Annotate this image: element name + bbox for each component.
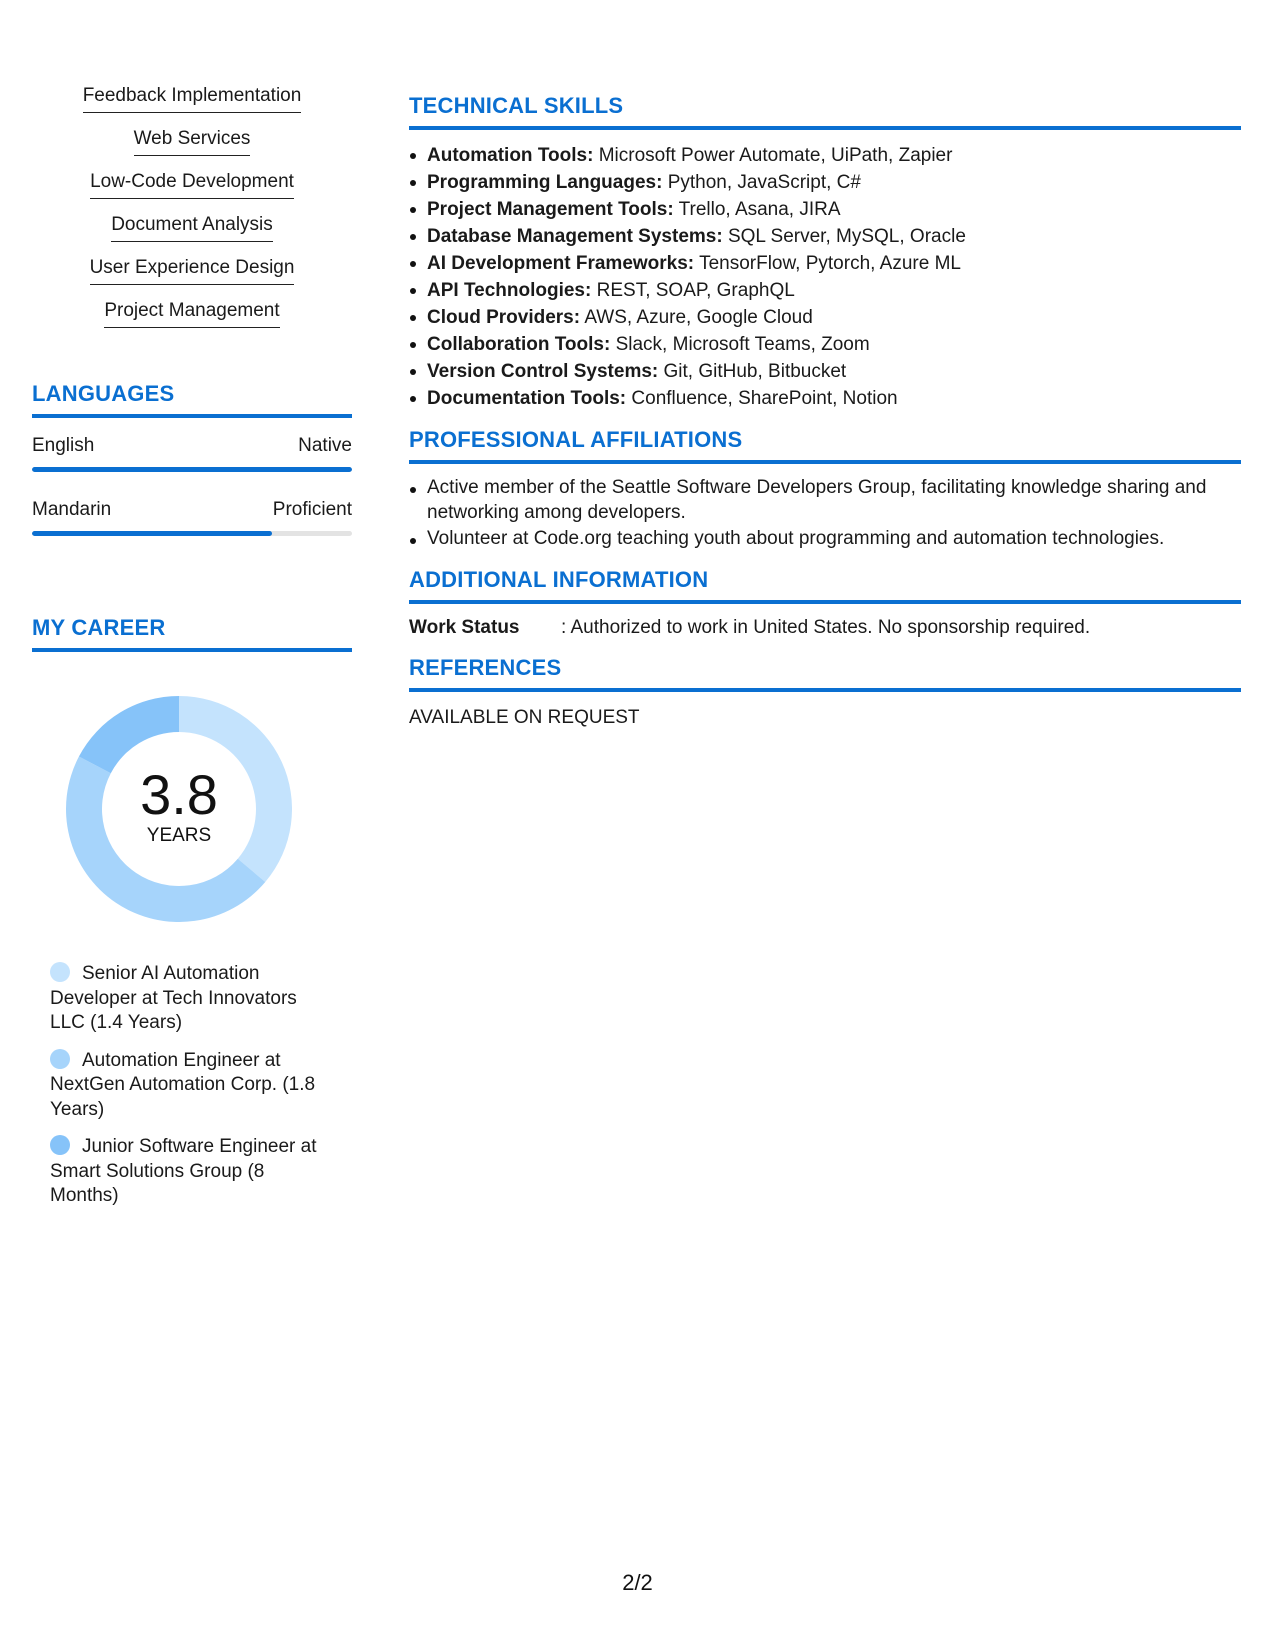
language-level: Native <box>298 435 352 456</box>
skill-label: API Technologies: <box>427 280 592 301</box>
legend-label: Senior AI Automation Developer at Tech Innovators LLC (1.4 Years) <box>50 963 297 1033</box>
list-item <box>409 223 1241 250</box>
skill-label: Programming Languages: <box>427 172 663 193</box>
skill-item: Feedback Implementation <box>83 84 302 113</box>
work-status-value: : Authorized to work in United States. No sponsorship required. <box>561 616 1091 638</box>
list-item <box>409 277 1241 304</box>
language-level: Proficient <box>272 499 352 520</box>
technical-skills-list <box>409 142 1241 412</box>
language-bar <box>32 531 352 536</box>
work-status-row <box>409 616 1241 640</box>
career-legend <box>50 962 330 1209</box>
legend-dot <box>50 962 70 982</box>
career-donut <box>66 696 292 922</box>
skill-item: Document Analysis <box>111 213 273 242</box>
list-item <box>409 304 1241 331</box>
legend-dot <box>50 1049 70 1069</box>
list-item <box>409 169 1241 196</box>
list-item <box>409 385 1241 412</box>
list-item <box>409 196 1241 223</box>
skill-list <box>32 84 352 342</box>
career-title: MY CAREER <box>32 614 352 652</box>
skill-value: Slack, Microsoft Teams, Zoom <box>615 334 870 355</box>
list-item <box>409 331 1241 358</box>
legend-item <box>50 1049 330 1123</box>
skill-value: REST, SOAP, GraphQL <box>596 280 795 301</box>
legend-item <box>50 962 330 1036</box>
skill-value: AWS, Azure, Google Cloud <box>584 307 813 328</box>
skill-label: Version Control Systems: <box>427 361 659 382</box>
skill-label: Database Management Systems: <box>427 226 723 247</box>
work-status-label: Work Status <box>409 616 520 638</box>
language-name: English <box>32 435 95 456</box>
affiliations-list <box>409 476 1241 552</box>
additional-info-title: ADDITIONAL INFORMATION <box>409 566 1241 604</box>
left-column <box>32 84 352 1222</box>
language-bar-fill <box>32 531 272 536</box>
list-item <box>409 142 1241 169</box>
skill-item: Project Management <box>104 299 279 328</box>
legend-label: Junior Software Engineer at Smart Solutions Group (8 Months) <box>50 1136 317 1206</box>
skill-value: Confluence, SharePoint, Notion <box>631 388 898 409</box>
right-column <box>409 92 1241 730</box>
languages-section <box>32 380 352 536</box>
skill-label: AI Development Frameworks: <box>427 253 695 274</box>
skill-item: Web Services <box>134 127 251 156</box>
skill-value: TensorFlow, Pytorch, Azure ML <box>699 253 961 274</box>
skill-label: Automation Tools: <box>427 145 594 166</box>
skill-item: User Experience Design <box>90 256 295 285</box>
language-item <box>32 434 352 472</box>
references-text: AVAILABLE ON REQUEST <box>409 706 640 728</box>
language-bar-fill <box>32 467 352 472</box>
page-number: 2/2 <box>622 1570 653 1595</box>
skill-value: Python, JavaScript, C# <box>667 172 861 193</box>
career-unit: YEARS <box>146 825 212 846</box>
affiliations-title: PROFESSIONAL AFFILIATIONS <box>409 426 1241 464</box>
career-total: 3.8 <box>140 763 218 826</box>
list-item: Active member of the Seattle Software Developers Group, facilitating knowledge sharing and networking among developers. <box>409 476 1241 525</box>
technical-skills-title: TECHNICAL SKILLS <box>409 92 1241 130</box>
list-item: Volunteer at Code.org teaching youth about programming and automation technologies. <box>409 527 1241 552</box>
references-title: REFERENCES <box>409 654 1241 692</box>
list-item <box>409 358 1241 385</box>
career-section <box>32 614 352 1209</box>
language-bar <box>32 467 352 472</box>
language-name: Mandarin <box>32 499 112 520</box>
legend-label: Automation Engineer at NextGen Automation Corp. (1.8 Years) <box>50 1049 316 1120</box>
skill-value: Microsoft Power Automate, UiPath, Zapier <box>598 145 953 166</box>
skill-label: Cloud Providers: <box>427 307 581 328</box>
language-item <box>32 498 352 536</box>
list-item <box>409 250 1241 277</box>
skill-label: Documentation Tools: <box>427 388 627 409</box>
skill-value: Git, GitHub, Bitbucket <box>663 361 847 382</box>
skill-value: Trello, Asana, JIRA <box>678 199 841 220</box>
skill-item: Low-Code Development <box>90 170 294 199</box>
legend-item <box>50 1135 330 1209</box>
skill-label: Collaboration Tools: <box>427 334 611 355</box>
skill-label: Project Management Tools: <box>427 199 674 220</box>
languages-title: LANGUAGES <box>32 380 352 418</box>
legend-dot <box>50 1135 70 1155</box>
skill-value: SQL Server, MySQL, Oracle <box>727 226 966 247</box>
